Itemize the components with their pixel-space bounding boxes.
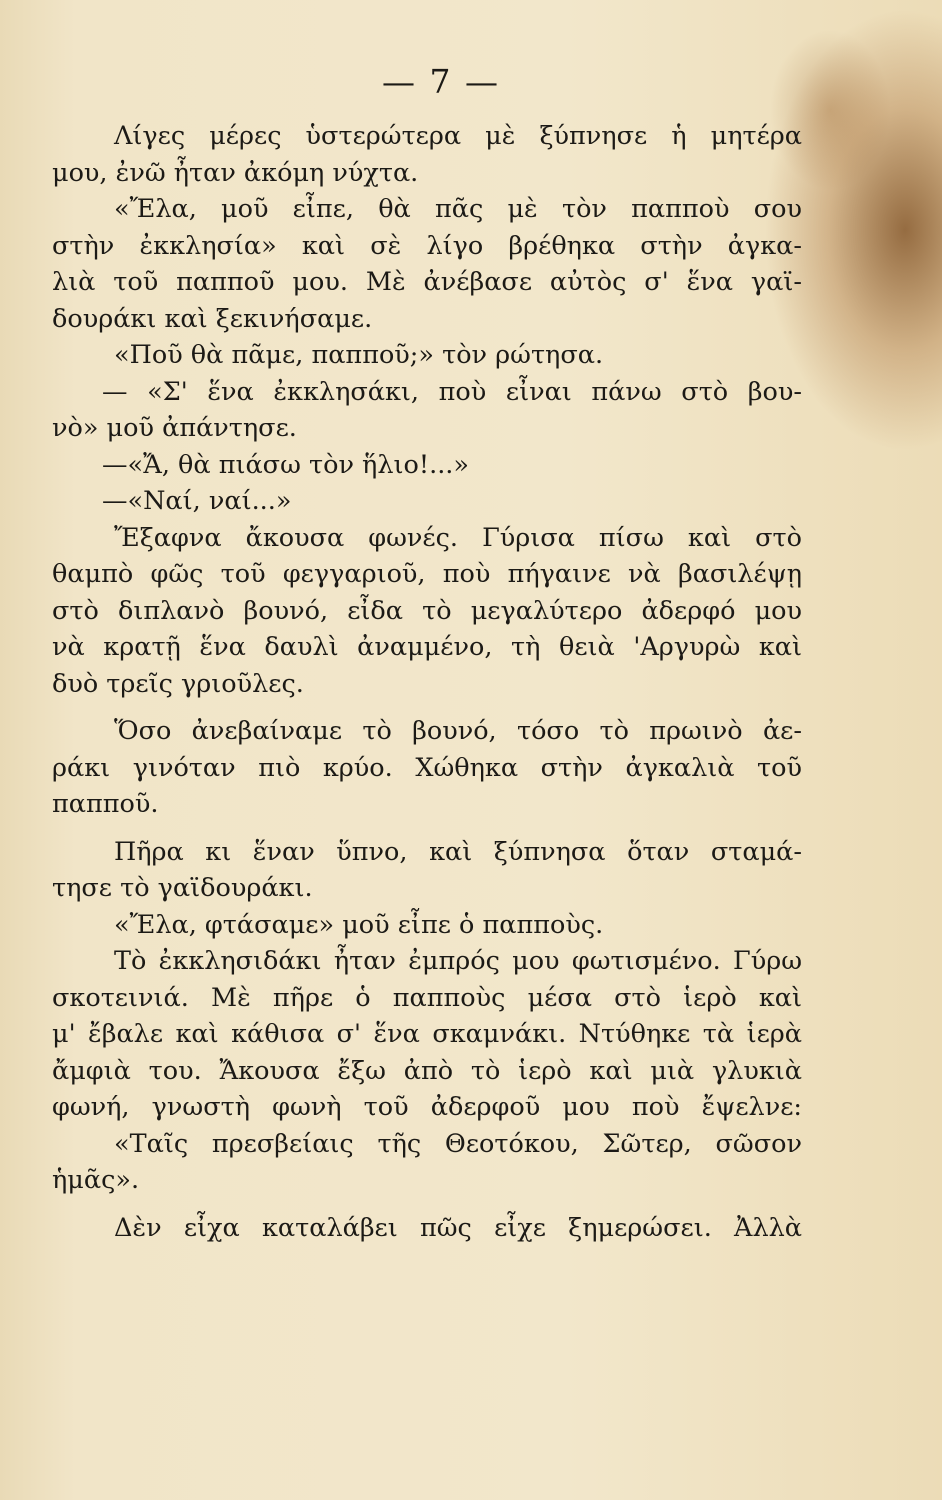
text-line: φωνή, γνωστὴ φωνὴ τοῦ ἀδερφοῦ μου ποὺ ἔψελνε: xyxy=(52,1092,802,1122)
text-line: «Ἔλα, φτάσαμε» μοῦ εἶπε ὁ παπποὺς. xyxy=(114,909,604,940)
text-line: Λίγες μέρες ὑστερώτερα μὲ ξύπνησε ἡ μητέρα xyxy=(114,121,802,151)
text-line: τησε τὸ γαϊδουράκι. xyxy=(52,873,313,903)
text-line: μ' ἔβαλε καὶ κάθισα σ' ἕνα σκαμνάκι. Ντύθηκε τὰ ἱερὰ xyxy=(52,1019,802,1049)
text-line: «Ταῖς πρεσβείαις τῆς Θεοτόκου, Σῶτερ, σῶσον xyxy=(114,1128,802,1159)
page-body xyxy=(52,118,802,1246)
text-line: σκοτεινιά. Μὲ πῆρε ὁ παπποὺς μέσα στὸ ἱερὸ καὶ xyxy=(52,982,802,1013)
text-line: ἡμᾶς». xyxy=(52,1165,140,1195)
text-line: θαμπὸ φῶς τοῦ φεγγαριοῦ, ποὺ πήγαινε νὰ βασιλέψῃ xyxy=(52,559,802,589)
text-line: νὰ κρατῇ ἕνα δαυλὶ ἀναμμένο, τὴ θειὰ 'Αργυρὼ καὶ xyxy=(52,632,802,662)
text-line: «Ἔλα, μοῦ εἶπε, θὰ πᾶς μὲ τὸν παπποὺ σου xyxy=(114,194,802,224)
text-line: — «Σ' ἕνα ἐκκλησάκι, ποὺ εἶναι πάνω στὸ βου- xyxy=(102,376,802,407)
text-line: ράκι γινόταν πιὸ κρύο. Χώθηκα στὴν ἀγκαλιὰ τοῦ xyxy=(52,752,802,783)
text-line: Τὸ ἐκκλησιδάκι ἦταν ἐμπρός μου φωτισμένο. Γύρω xyxy=(114,946,802,976)
text-line: νὸ» μοῦ ἀπάντησε. xyxy=(52,413,297,443)
text-line: Ὅσο ἀνεβαίναμε τὸ βουνό, τόσο τὸ πρωινὸ ἀε- xyxy=(114,716,802,746)
text-line: —«Ναί, ναί...» xyxy=(102,486,292,516)
text-line: μου, ἐνῶ ἦταν ἀκόμη νύχτα. xyxy=(52,157,419,188)
text-line: ἄμφιὰ του. Ἄκουσα ἔξω ἀπὸ τὸ ἱερὸ καὶ μιὰ γλυκιὰ xyxy=(52,1055,802,1086)
text-line: —«Ἄ, θὰ πιάσω τὸν ἥλιο!...» xyxy=(102,449,470,480)
text-line: Ἔξαφνα ἄκουσα φωνές. Γύρισα πίσω καὶ στὸ xyxy=(114,522,802,553)
text-line: στὴν ἐκκλησία» καὶ σὲ λίγο βρέθηκα στὴν ἀγκα- xyxy=(52,230,802,261)
text-line: Πῆρα κι ἕναν ὕπνο, καὶ ξύπνησα ὅταν σταμά- xyxy=(114,836,802,867)
text-line: παπποῦ. xyxy=(52,789,159,819)
text-line: «Ποῦ θὰ πᾶμε, παπποῦ;» τὸν ρώτησα. xyxy=(114,340,604,370)
text-line: δουράκι καὶ ξεκινήσαμε. xyxy=(52,303,373,334)
text-line: Δὲν εἶχα καταλάβει πῶς εἶχε ξημερώσει. Ἀλλὰ xyxy=(114,1212,802,1243)
text-line: λιὰ τοῦ παπποῦ μου. Μὲ ἀνέβασε αὐτὸς σ' ἕνα γαϊ- xyxy=(52,267,802,297)
text-line: στὸ διπλανὸ βουνό, εἶδα τὸ μεγαλύτερο ἀδερφό μου xyxy=(52,595,802,626)
text-line: δυὸ τρεῖς γριοῦλες. xyxy=(52,668,304,699)
page-number: — 7 — xyxy=(382,62,500,101)
